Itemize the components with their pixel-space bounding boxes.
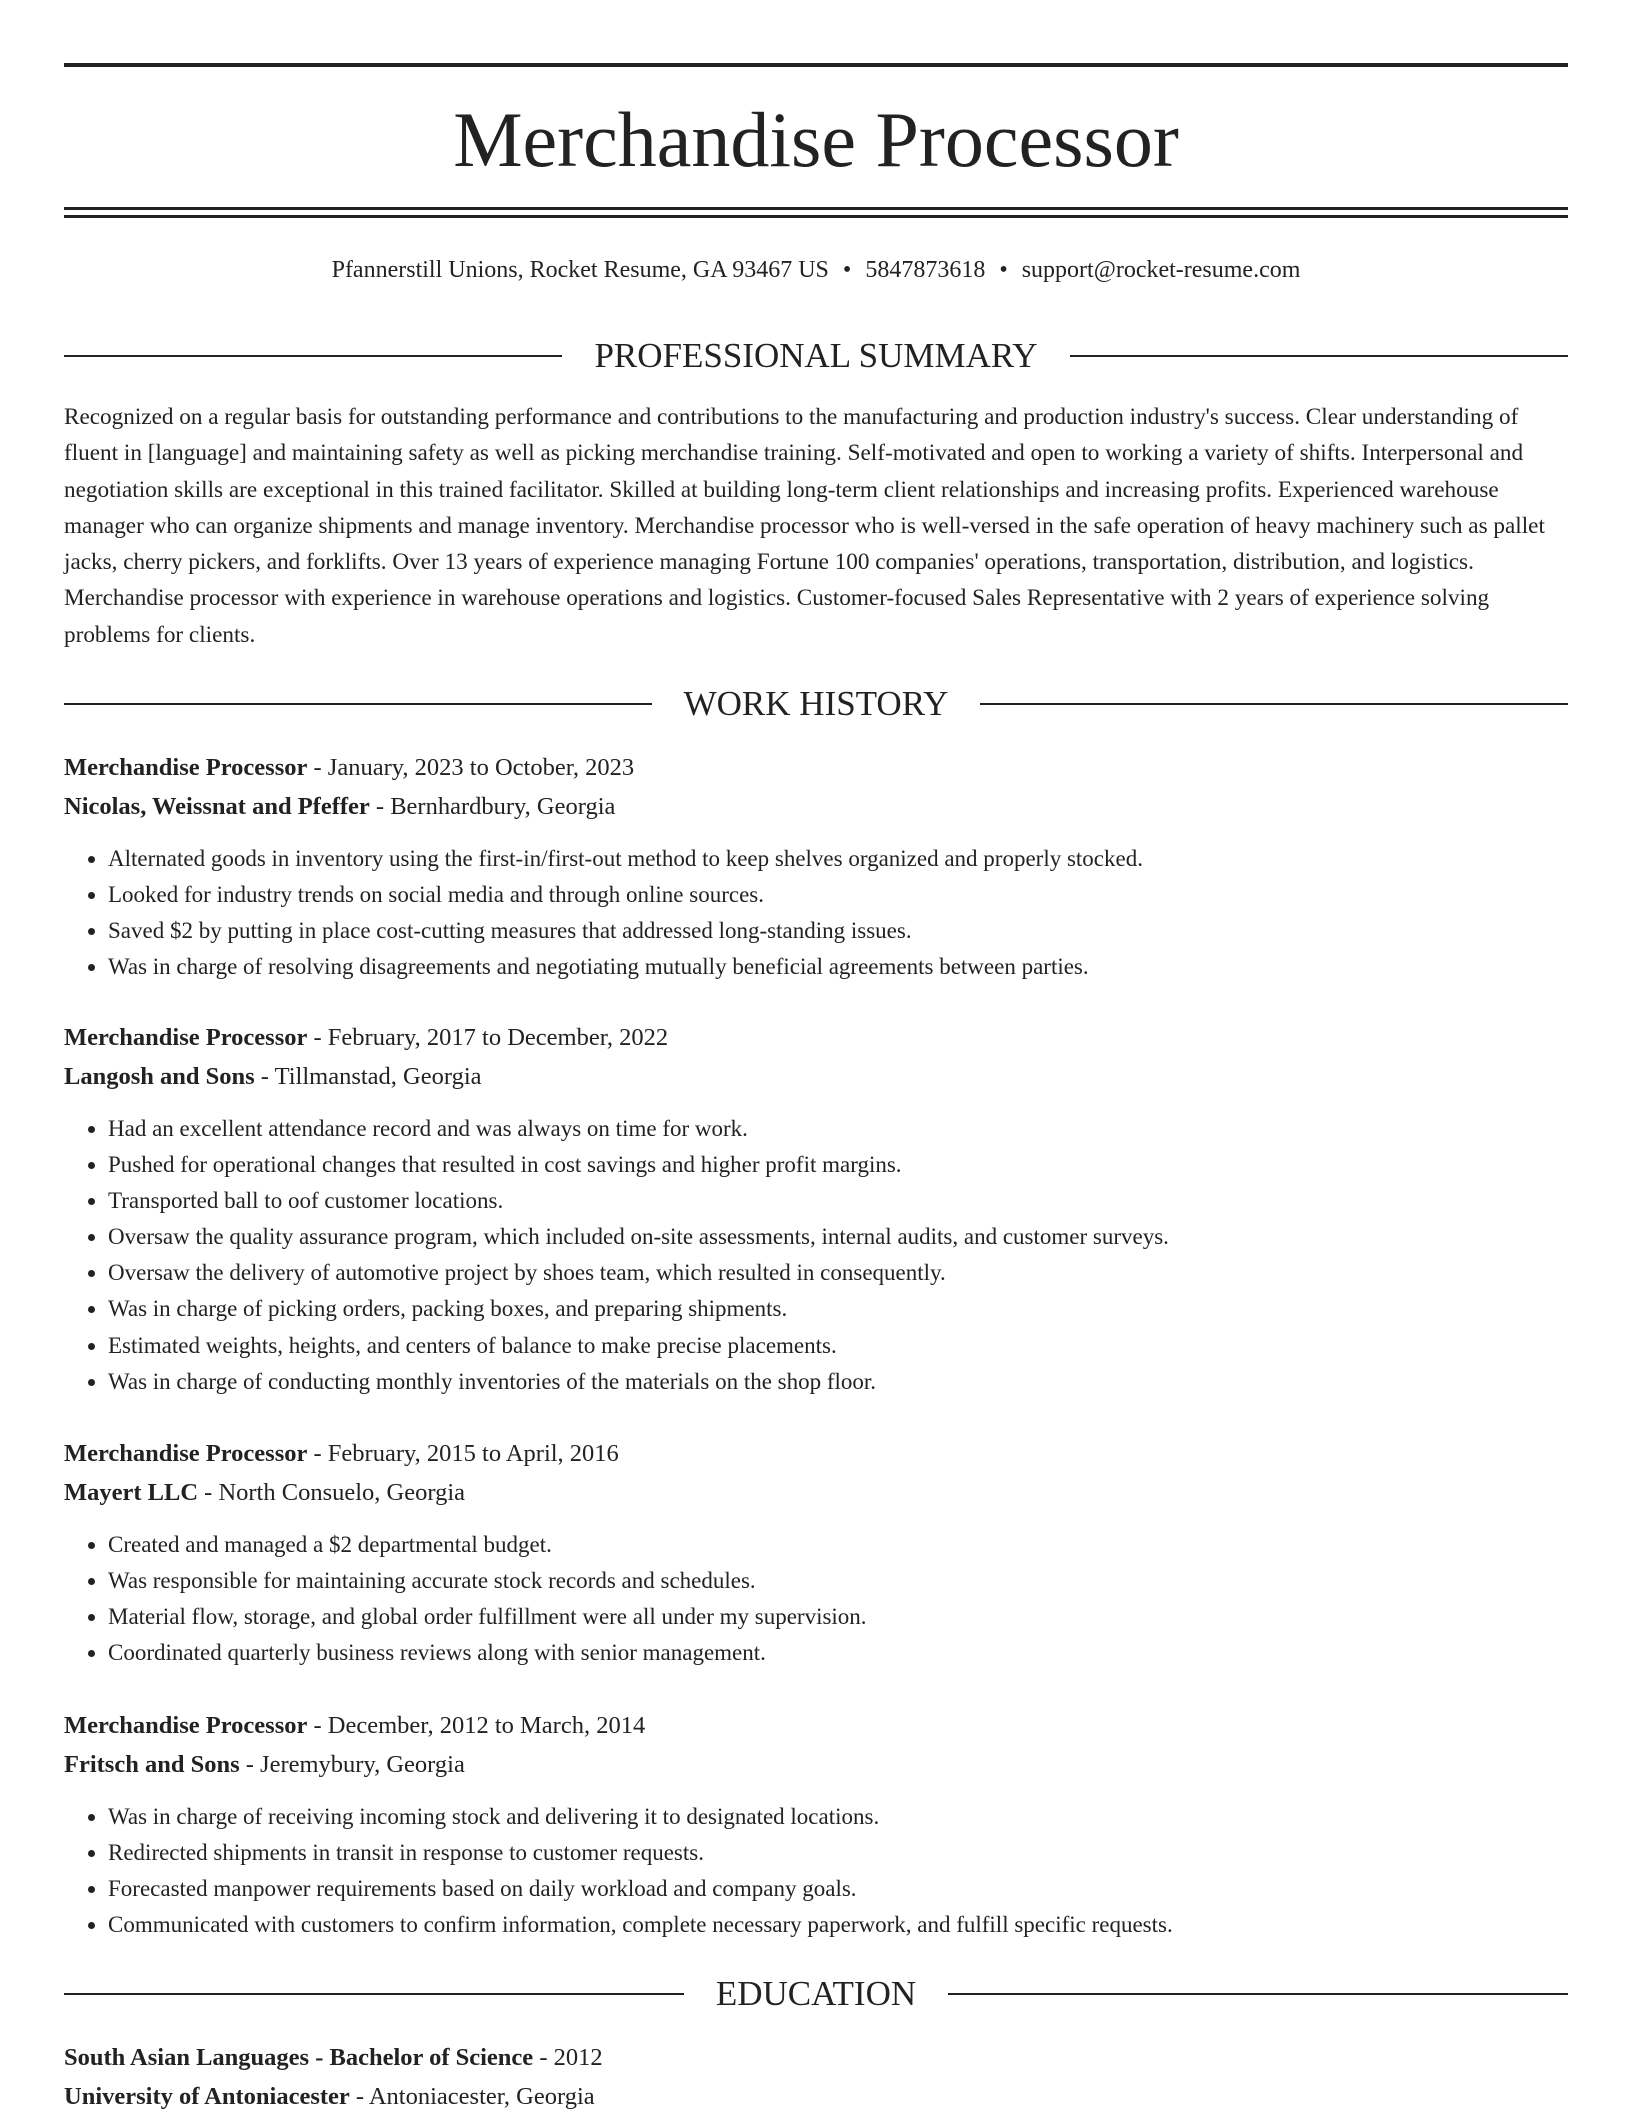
heading-rule-left	[64, 703, 652, 705]
job-entry	[64, 1018, 1568, 1400]
job-title: Merchandise Processor	[64, 1024, 308, 1051]
double-rule-top	[64, 207, 1568, 210]
list-item: • Created and managed a $2 departmental budget.	[108, 1527, 1568, 1563]
list-item: • Forecasted manpower requirements based on daily workload and company goals.	[108, 1871, 1568, 1907]
job-location: - Jeremybury, Georgia	[239, 1751, 465, 1778]
job-entry	[64, 748, 1568, 985]
list-item: • Was in charge of resolving disagreements and negotiating mutually beneficial agreements between parties.	[108, 949, 1568, 985]
heading-rule-left	[64, 1993, 684, 1995]
job-dates: - December, 2012 to March, 2014	[307, 1712, 646, 1739]
job-dates: - January, 2023 to October, 2023	[307, 754, 635, 781]
list-item: • Estimated weights, heights, and centers of balance to make precise placements.	[108, 1328, 1568, 1364]
contact-phone: 5847873618	[865, 257, 986, 283]
heading-rule-right	[948, 1993, 1568, 1995]
job-title: Merchandise Processor	[64, 1440, 308, 1467]
education-heading-text: EDUCATION	[715, 1974, 917, 2013]
job-bullets	[64, 1111, 1568, 1400]
list-item: • Was responsible for maintaining accurate stock records and schedules.	[108, 1563, 1568, 1599]
education-location: - Antoniacester, Georgia	[349, 2083, 595, 2110]
job-location: - North Consuelo, Georgia	[198, 1479, 466, 1506]
summary-heading-text: PROFESSIONAL SUMMARY	[594, 336, 1038, 375]
job-company: Mayert LLC	[64, 1479, 199, 1506]
job-entry	[64, 1434, 1568, 1671]
job-dates: - February, 2015 to April, 2016	[307, 1440, 619, 1467]
list-item: • Transported ball to oof customer locations.	[108, 1183, 1568, 1219]
education-heading	[64, 1972, 1568, 2016]
heading-rule-right	[1070, 355, 1568, 357]
list-item: • Material flow, storage, and global order fulfillment were all under my supervision.	[108, 1599, 1568, 1635]
work-history-heading	[64, 682, 1568, 726]
work-history-heading-text: WORK HISTORY	[683, 684, 949, 723]
education-school: University of Antoniacester	[64, 2083, 350, 2110]
job-bullets	[64, 1527, 1568, 1671]
job-title-line	[64, 748, 1568, 787]
job-company: Langosh and Sons	[64, 1063, 255, 1090]
job-title-line	[64, 1434, 1568, 1473]
job-company-line	[64, 787, 1568, 826]
education-school-line	[64, 2077, 1568, 2116]
list-item: • Pushed for operational changes that resulted in cost savings and higher profit margins.	[108, 1147, 1568, 1183]
contact-email[interactable]: support@rocket-resume.com	[1021, 257, 1301, 283]
list-item: • Oversaw the quality assurance program, which included on-site assessments, internal audits, and customer surveys.	[108, 1219, 1568, 1255]
list-item: • Looked for industry trends on social media and through online sources.	[108, 877, 1568, 913]
list-item: • Was in charge of conducting monthly inventories of the materials on the shop floor.	[108, 1364, 1568, 1400]
job-location: - Tillmanstad, Georgia	[254, 1063, 482, 1090]
job-title: Merchandise Processor	[64, 1712, 308, 1739]
job-title: Merchandise Processor	[64, 754, 308, 781]
education-entry	[64, 2038, 1568, 2116]
job-bullets	[64, 841, 1568, 985]
list-item: • Was in charge of receiving incoming stock and delivering it to designated locations.	[108, 1799, 1568, 1835]
contact-address: Pfannerstill Unions, Rocket Resume, GA 93467 US	[331, 257, 829, 283]
summary-text: Recognized on a regular basis for outstanding performance and contributions to the manufacturing and production industry's success. Clear understanding of fluent in [language] and maintaining safety as well as picking merchandise training. Self-motivated and open to working a variety of shifts. Interpersonal and negotiation skills are exceptional in this trained facilitator. Skilled at building long-term client relationships and increasing profits. Experienced warehouse manager who can organize shipments and manage inventory. Merchandise processor who is well-versed in the safe operation of heavy machinery such as pallet jacks, cherry pickers, and forklifts. Over 13 years of experience managing Fortune 100 companies' operations, transportation, distribution, and logistics. Merchandise processor with experience in warehouse operations and logistics. Customer-focused Sales Representative with 2 years of experience solving problems for clients.	[64, 404, 1545, 648]
list-item: • Had an excellent attendance record and was always on time for work.	[108, 1111, 1568, 1147]
resume-title: Merchandise Processor	[453, 96, 1179, 183]
separator-dot: •	[999, 257, 1008, 283]
job-bullets	[64, 1799, 1568, 1943]
contact-line	[64, 254, 1568, 286]
heading-rule-right	[980, 703, 1568, 705]
job-company-line	[64, 1473, 1568, 1512]
list-item: • Oversaw the delivery of automotive project by shoes team, which resulted in consequently.	[108, 1255, 1568, 1291]
list-item: • Saved $2 by putting in place cost-cutting measures that addressed long-standing issues.	[108, 913, 1568, 949]
job-company: Fritsch and Sons	[64, 1751, 240, 1778]
job-entry	[64, 1706, 1568, 1943]
double-rule-bottom	[64, 215, 1568, 218]
summary-heading	[64, 334, 1568, 378]
job-company-line	[64, 1745, 1568, 1784]
list-item: • Coordinated quarterly business reviews along with senior management.	[108, 1635, 1568, 1671]
education-degree-line	[64, 2038, 1568, 2077]
list-item: • Redirected shipments in transit in response to customer requests.	[108, 1835, 1568, 1871]
job-title-line	[64, 1018, 1568, 1057]
list-item: • Was in charge of picking orders, packing boxes, and preparing shipments.	[108, 1291, 1568, 1327]
education-degree: South Asian Languages - Bachelor of Science	[64, 2044, 534, 2071]
job-dates: - February, 2017 to December, 2022	[307, 1024, 669, 1051]
job-title-line	[64, 1706, 1568, 1745]
list-item: • Alternated goods in inventory using the first-in/first-out method to keep shelves organized and properly stocked.	[108, 841, 1568, 877]
job-company: Nicolas, Weissnat and Pfeffer	[64, 793, 370, 820]
separator-dot: •	[842, 257, 852, 283]
job-company-line	[64, 1057, 1568, 1096]
education-year: - 2012	[533, 2044, 603, 2071]
top-rule	[64, 63, 1568, 67]
job-location: - Bernhardbury, Georgia	[369, 793, 616, 820]
heading-rule-left	[64, 355, 562, 357]
list-item: • Communicated with customers to confirm information, complete necessary paperwork, and fulfill specific requests.	[108, 1907, 1568, 1943]
